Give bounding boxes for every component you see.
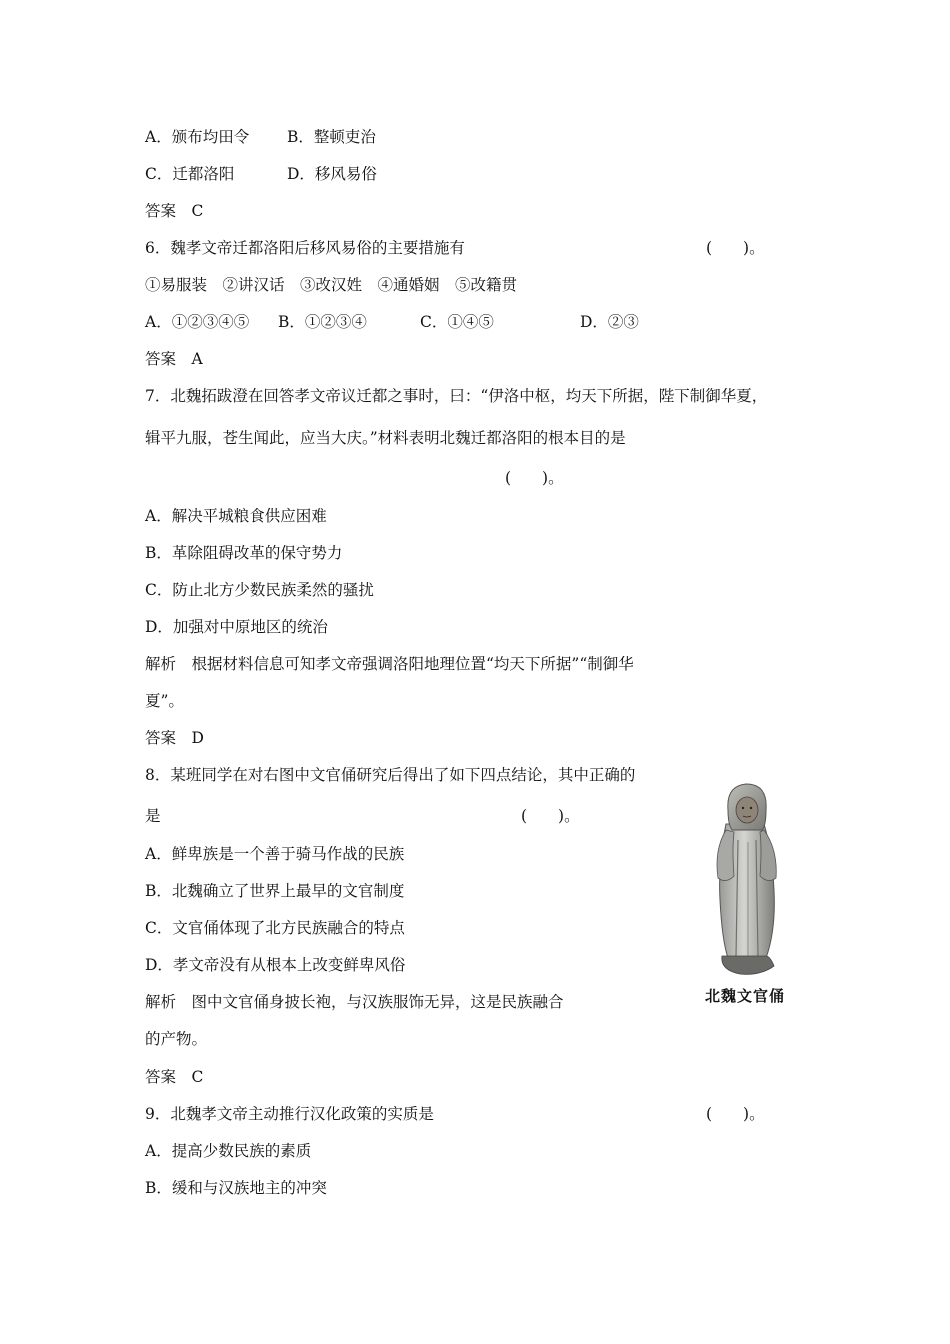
q6-items: ①易服装 ②讲汉话 ③改汉姓 ④通婚姻 ⑤改籍贯 [145, 276, 518, 294]
q7-option-c: C．防止北方少数民族柔然的骚扰 [145, 581, 374, 599]
figurine-illustration [700, 780, 800, 980]
q7-stem-line1: 7．北魏拓跋澄在回答孝文帝议迁都之事时，曰：“伊洛中枢，均天下所据，陛下制御华夏， [145, 387, 768, 405]
q7-answer-paren: ( )。 [505, 469, 564, 487]
q8-option-a: A．鲜卑族是一个善于骑马作战的民族 [145, 845, 405, 863]
q5-option-d: D．移风易俗 [287, 165, 377, 183]
q9-answer-paren: ( )。 [706, 1105, 765, 1123]
q6-answer: 答案 A [145, 350, 203, 368]
official-figurine-image [700, 780, 800, 1010]
q9-option-a: A．提高少数民族的素质 [145, 1142, 312, 1160]
q5-option-c: C．迁都洛阳 [145, 165, 235, 183]
q5-answer: 答案 C [145, 202, 204, 220]
q8-option-c: C．文官俑体现了北方民族融合的特点 [145, 919, 405, 937]
q7-stem-line2: 辑平九服，苍生闻此，应当大庆。”材料表明北魏迁都洛阳的根本目的是 [145, 429, 626, 447]
q8-analysis-line1: 解析 图中文官俑身披长袍，与汉族服饰无异，这是民族融合 [145, 993, 564, 1011]
q9-option-b: B．缓和与汉族地主的冲突 [145, 1179, 327, 1197]
q6-option-d: D．②③ [580, 313, 639, 331]
q8-answer-paren: ( )。 [521, 807, 580, 825]
q8-analysis-line2: 的产物。 [145, 1030, 208, 1048]
q8-answer: 答案 C [145, 1068, 204, 1086]
q5-option-b: B．整顿吏治 [287, 128, 376, 146]
q6-answer-paren: ( )。 [706, 239, 765, 257]
q7-analysis-line2: 夏”。 [145, 692, 184, 710]
q8-stem-line1: 8．某班同学在对右图中文官俑研究后得出了如下四点结论，其中正确的 [145, 766, 636, 784]
q8-option-b: B．北魏确立了世界上最早的文官制度 [145, 882, 405, 900]
q8-stem-line2: 是 [145, 807, 161, 825]
q6-option-a: A．①②③④⑤ [145, 313, 250, 331]
q7-option-d: D．加强对中原地区的统治 [145, 618, 328, 636]
q5-option-a: A．颁布均田令 [145, 128, 250, 146]
q7-option-b: B．革除阻碍改革的保守势力 [145, 544, 343, 562]
q8-option-d: D．孝文帝没有从根本上改变鲜卑风俗 [145, 956, 406, 974]
q6-option-c: C．①④⑤ [420, 313, 494, 331]
q7-analysis-line1: 解析 根据材料信息可知孝文帝强调洛阳地理位置“均天下所据”“制御华 [145, 655, 634, 673]
q9-stem: 9．北魏孝文帝主动推行汉化政策的实质是 [145, 1105, 434, 1123]
q7-option-a: A．解决平城粮食供应困难 [145, 507, 327, 525]
q7-answer: 答案 D [145, 729, 204, 747]
q6-option-b: B．①②③④ [278, 313, 367, 331]
q6-stem: 6．魏孝文帝迁都洛阳后移风易俗的主要措施有 [145, 239, 465, 257]
figure-caption: 北魏文官俑 [705, 987, 786, 1005]
